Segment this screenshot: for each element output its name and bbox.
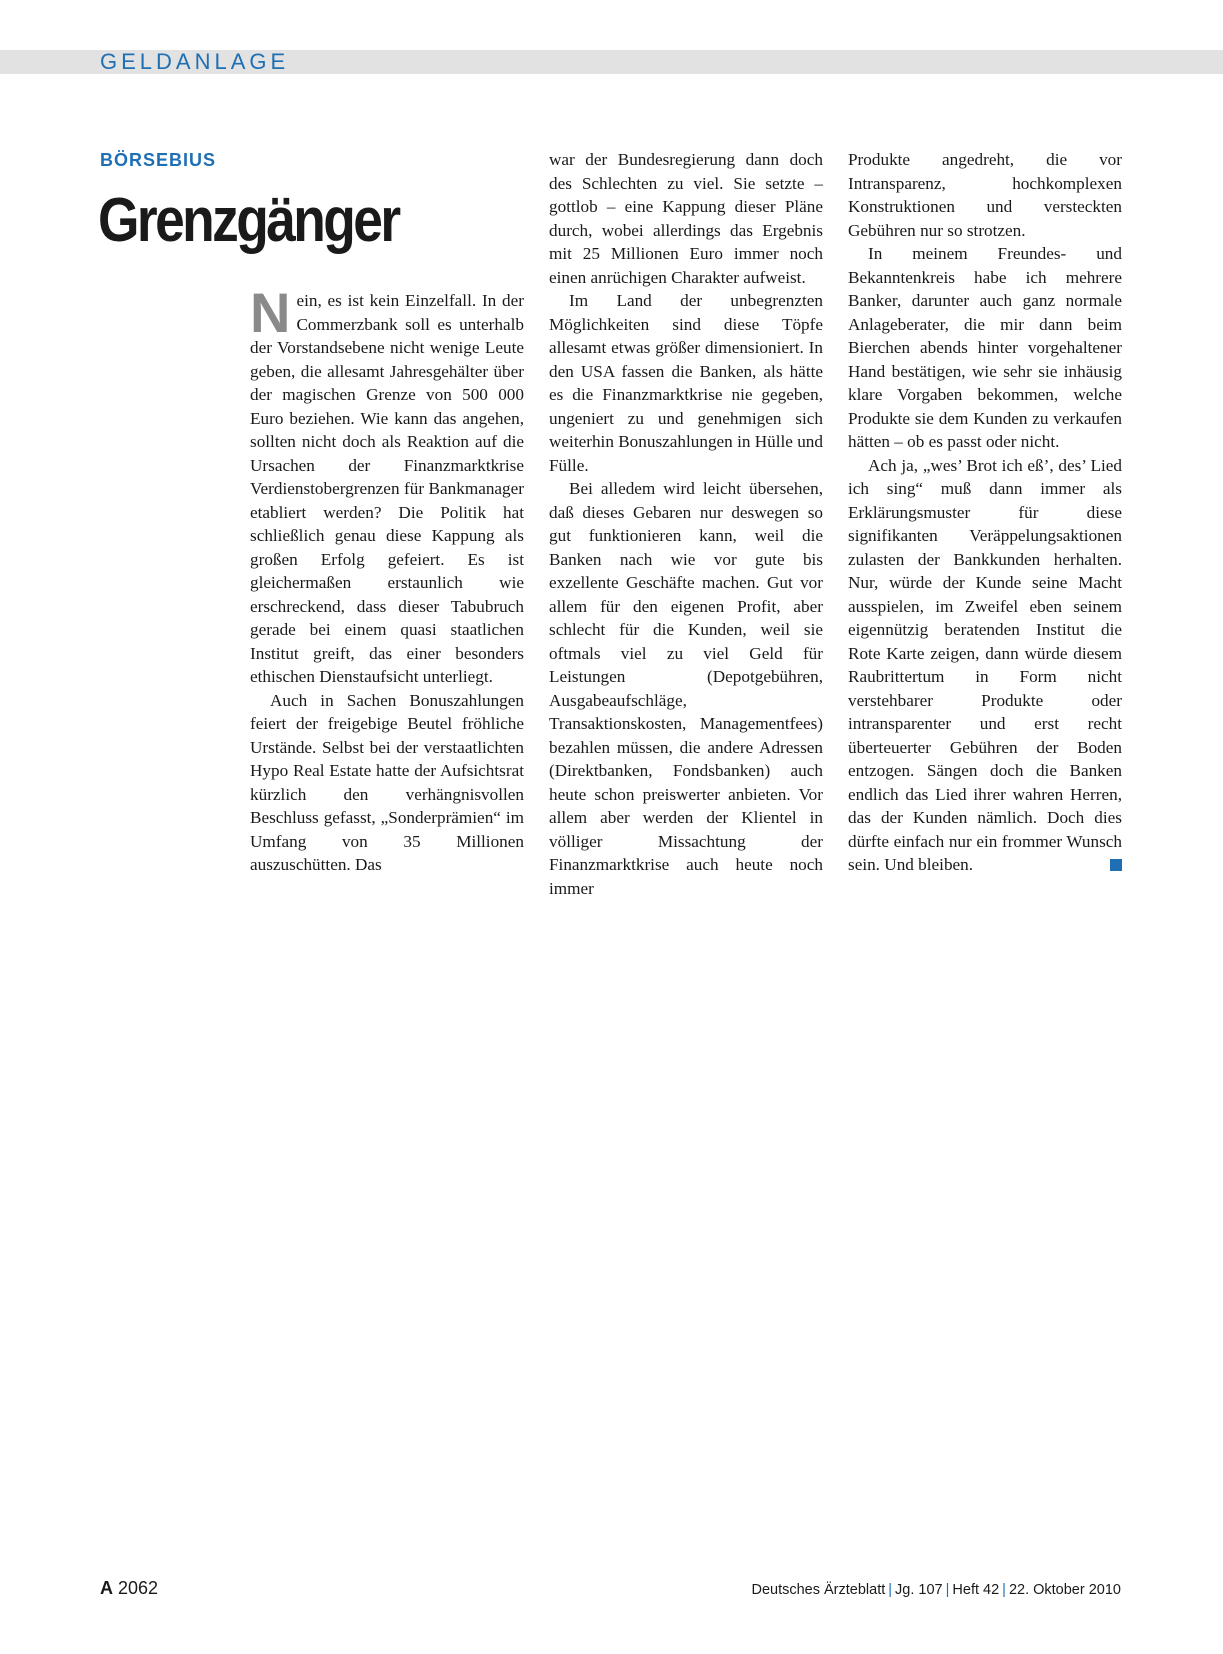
paragraph-5: Bei alledem wird leicht übersehen, daß dieses Gebaren nur deswegen so gut funktionieren kann, weil die Banken nach wie vor gute bis exzellente Geschäfte machen. Gut vor allem für den eigenen Profit, aber schlecht für die Kunden, weil sie oftmals viel zu viel Geld für Leistungen (Depotgebühren, Ausgabeaufschläge, Transaktionskosten, Managementfees) bezahlen müssen, die andere Adressen (Direktbanken, Fondsbanken) auch heute schon preiswerter anbieten. Vor allem aber werden der Klientel in völliger Missachtung der Finanzmarktkrise auch heute noch immer bbox=[549, 479, 823, 898]
column-kicker: BÖRSEBIUS bbox=[100, 150, 217, 170]
drop-cap: N bbox=[250, 281, 291, 344]
page-prefix: A bbox=[100, 1578, 113, 1598]
paragraph-2: Auch in Sachen Bonuszahlungen feiert der freigebige Beutel fröhliche Urstände. Selbst bei der verstaatlichten Hypo Real Estate hatte der Aufsichtsrat kürzlich den verhängnisvollen Beschluss gefasst, „Sonderprämien“ im Umfang von 35 Millionen auszuschütten. Das bbox=[250, 690, 524, 874]
end-of-article-icon bbox=[1110, 859, 1122, 871]
text-column-1 bbox=[250, 281, 524, 877]
section-label: GELDANLAGE bbox=[100, 49, 290, 74]
separator: | bbox=[945, 1582, 950, 1598]
volume: Jg. 107 bbox=[895, 1582, 943, 1598]
paragraph-4: Im Land der unbegrenzten Möglichkeiten sind diese Töpfe allesamt etwas größer dimensioniert. In den USA fassen die Banken, als hätte es die Finanzmarktkrise nie gegeben, ungeniert zu und genehmigen sich weiterhin Bonuszahlungen in Hülle und Fülle. bbox=[549, 291, 823, 475]
paragraph-8-text: Ach ja, „wes’ Brot ich eß’, des’ Lied ich sing“ muß dann immer als Erklärungsmuster für diese signifikanten Veräppelungsaktionen zulasten der Bankkunden herhalten. Nur, würde der Kunde seine Macht ausspielen, im Zweifel eben seinem eigennützig beratenden Institut die Rote Karte zeigen, dann würde diesem Raubrittertum in Form nicht verstehbarer Produkte oder intransparenter und erst recht überteuerter Gebühren der Boden entzogen. Sängen doch die Banken endlich das Lied ihrer wahren Herren, das der Kunden nämlich. Doch dies dürfte einfach nur ein frommer Wunsch sein. Und bleiben. bbox=[848, 455, 1122, 874]
article-title: Grenzgänger bbox=[98, 186, 399, 255]
text-column-2 bbox=[549, 148, 823, 900]
paragraph-7: In meinem Freundes- und Bekanntenkreis habe ich mehrere Banker, darunter auch ganz normale Anlageberater, die mir dann beim Bierchen abends hinter vorgehaltener Hand bestätigen, wie sehr sie inhäusig klare Vorgaben bekommen, welche Produkte sie dem Kunden zu verkaufen hätten – ob es passt oder nicht. bbox=[848, 244, 1122, 451]
page-number-value: 2062 bbox=[118, 1578, 159, 1598]
separator: | bbox=[888, 1582, 893, 1598]
page-number bbox=[100, 1578, 158, 1599]
paragraph-8 bbox=[848, 454, 1122, 877]
publication-info bbox=[751, 1582, 1121, 1598]
issue: Heft 42 bbox=[952, 1582, 1000, 1598]
journal-name: Deutsches Ärzteblatt bbox=[751, 1582, 886, 1598]
separator: | bbox=[1002, 1582, 1006, 1598]
paragraph-1 bbox=[250, 281, 524, 689]
issue-date: 22. Oktober 2010 bbox=[1008, 1582, 1121, 1598]
paragraph-6: Produkte angedreht, die vor Intransparenz, hochkomplexen Konstruktionen und versteckten Gebühren nur so strotzen. bbox=[848, 150, 1122, 240]
text-column-3 bbox=[848, 148, 1122, 877]
paragraph-1-text: ein, es ist kein Einzelfall. In der Commerzbank soll es unterhalb der Vorstandsebene nicht wenige Leute geben, die allesamt Jahresgehälter über der magischen Grenze von 500 000 Euro beziehen. Wie kann das angehen, sollten nicht doch als Reaktion auf die Ursachen der Finanzmarktkrise Verdienstobergrenzen für Bankmanager etabliert werden? Die Politik hat schließlich genau diese Kappung als großen Erfolg gefeiert. Es ist gleichermaßen erstaunlich wie erschreckend, dass dieser Tabubruch gerade bei einem quasi staatlichen Institut greift, das einer besonders ethischen Dienstaufsicht unterliegt. bbox=[250, 291, 524, 686]
paragraph-3: war der Bundesregierung dann doch des Schlechten zu viel. Sie setzte – gottlob – eine Kappung dieser Pläne durch, wobei allerdings das Ergebnis mit 25 Millionen Euro immer noch einen anrüchigen Charakter aufweist. bbox=[549, 150, 823, 287]
